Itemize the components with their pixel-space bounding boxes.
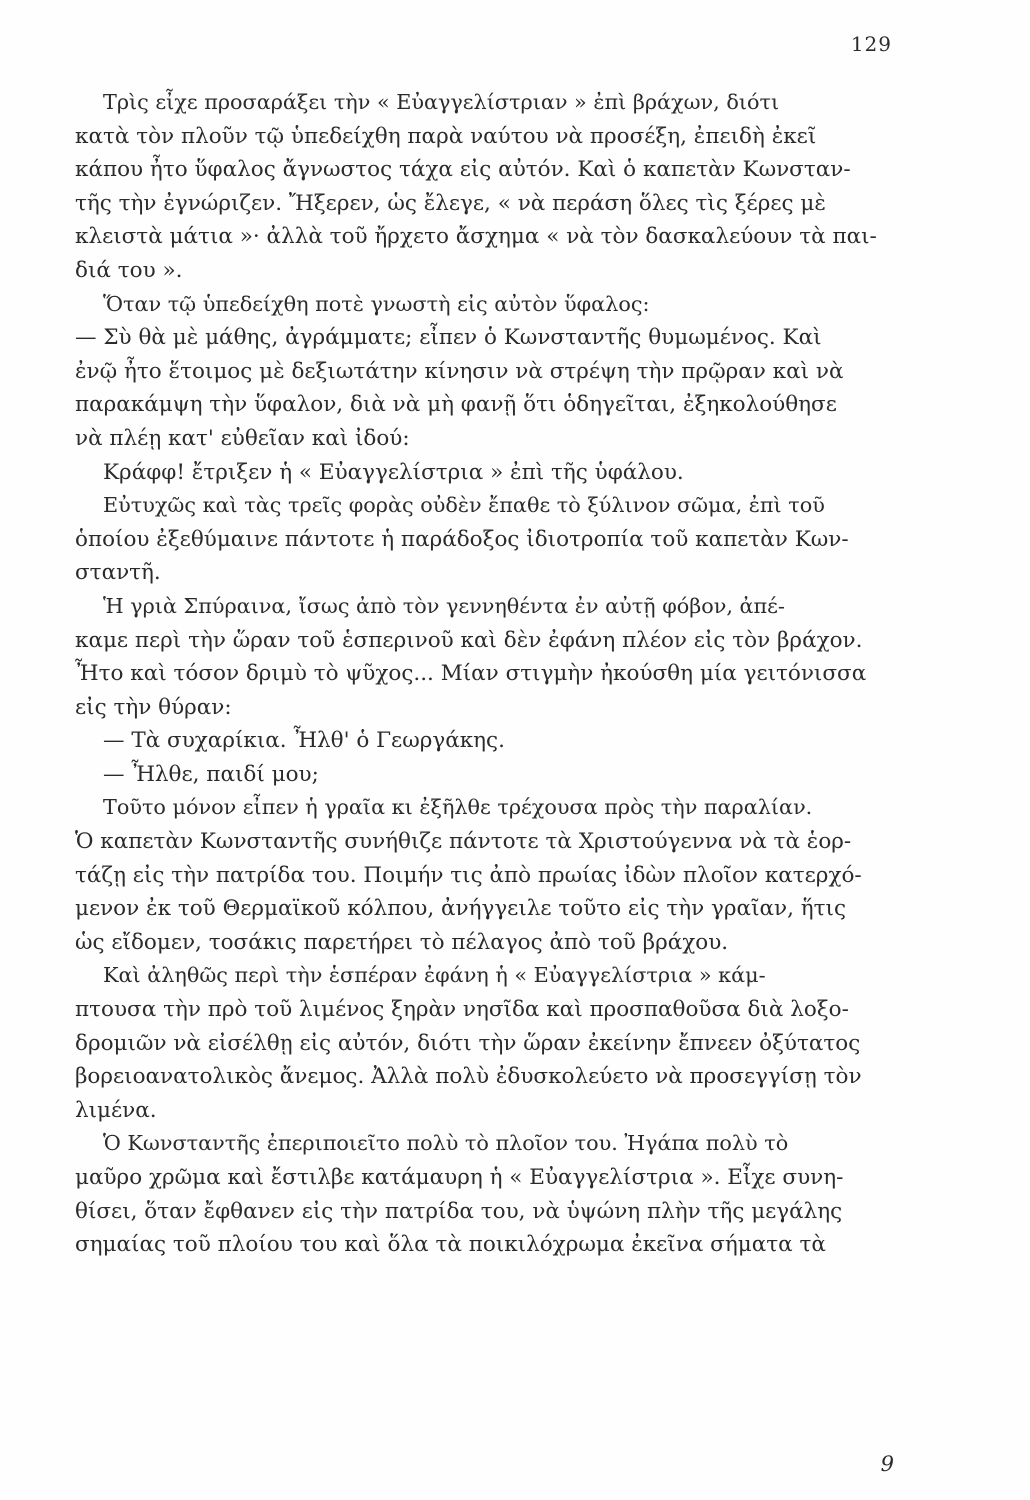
text-line: Κράφφ! ἔτριξεν ἡ « Εὐαγγελίστρια » ἐπὶ τῆς ὑφάλου. bbox=[103, 459, 684, 485]
text-line: Τρὶς εἶχε προσαράξει τὴν « Εὐαγγελίστριαν » ἐπὶ βράχων, διότι bbox=[103, 90, 780, 114]
text-line: ἐνῷ ἦτο ἕτοιμος μὲ δεξιωτάτην κίνησιν νὰ στρέψη τὴν πρῷραν καὶ νὰ bbox=[75, 358, 844, 384]
text-line: σταντῆ. bbox=[75, 560, 161, 586]
text-line: τῆς τὴν ἐγνώριζεν. Ἤξερεν, ὡς ἔλεγε, « νὰ περάση ὅλες τὶς ξέρες μὲ bbox=[75, 190, 826, 216]
signature-mark: 9 bbox=[880, 1452, 894, 1476]
text-line: — Ἦλθε, παιδί μου; bbox=[103, 761, 319, 787]
text-line: παρακάμψη τὴν ὕφαλον, διὰ νὰ μὴ φανῇ ὅτι ὁδηγεῖται, ἐξηκολούθησε bbox=[75, 392, 837, 418]
text-line: Ἦτο καὶ τόσον δριμὺ τὸ ψῦχος... Μίαν στιγμὴν ἠκούσθη μία γειτόνισσα bbox=[75, 661, 867, 687]
text-line: τάζῃ εἰς τὴν πατρίδα του. Ποιμήν τις ἀπὸ πρωίας ἰδὼν πλοῖον κατερχό- bbox=[75, 862, 862, 888]
text-line: ὡς εἴδομεν, τοσάκις παρετήρει τὸ πέλαγος ἀπὸ τοῦ βράχου. bbox=[75, 929, 729, 955]
text-line: βορειοανατολικὸς ἄνεμος. Ἀλλὰ πολὺ ἐδυσκολεύετο νὰ προσεγγίσῃ τὸν bbox=[75, 1064, 862, 1090]
text-line: κατὰ τὸν πλοῦν τῷ ὑπεδείχθη παρὰ ναύτου νὰ προσέξη, ἐπειδὴ ἐκεῖ bbox=[75, 123, 817, 149]
text-line: Ὅταν τῷ ὑπεδείχθη ποτὲ γνωστὴ εἰς αὐτὸν ὕφαλος: bbox=[103, 291, 650, 316]
page-number: 129 bbox=[850, 32, 892, 56]
text-line: μαῦρο χρῶμα καὶ ἔστιλβε κατάμαυρη ἡ « Εὐαγγελίστρια ». Εἶχε συνη- bbox=[75, 1165, 844, 1190]
text-line: διά του ». bbox=[75, 257, 183, 283]
text-line: Τοῦτο μόνον εἶπεν ἡ γραῖα κι ἐξῆλθε τρέχουσα πρὸς τὴν παραλίαν. bbox=[103, 795, 813, 820]
text-line: εἰς τὴν θύραν: bbox=[75, 694, 232, 720]
text-line: Εὐτυχῶς καὶ τὰς τρεῖς φορὰς οὐδὲν ἔπαθε τὸ ξύλινον σῶμα, ἐπὶ τοῦ bbox=[103, 493, 825, 518]
text-line: ὁποίου ἐξεθύμαινε πάντοτε ἡ παράδοξος ἰδιοτροπία τοῦ καπετὰν Κων- bbox=[75, 526, 849, 552]
text-line: μενον ἐκ τοῦ Θερμαϊκοῦ κόλπου, ἀνήγγειλε τοῦτο εἰς τὴν γραῖαν, ἥτις bbox=[75, 896, 846, 922]
text-line: Ὁ Κωνσταντῆς ἐπεριποιεῖτο πολὺ τὸ πλοῖον του. Ἠγάπα πολὺ τὸ bbox=[103, 1131, 789, 1156]
body-text bbox=[75, 86, 895, 1262]
text-line: λιμένα. bbox=[75, 1097, 157, 1123]
text-line: — Τὰ συχαρίκια. Ἦλθ' ὁ Γεωργάκης. bbox=[103, 728, 505, 754]
text-line: πτουσα τὴν πρὸ τοῦ λιμένος ξηρὰν νησῖδα καὶ προσπαθοῦσα διὰ λοξο- bbox=[75, 997, 849, 1023]
text-line: δρομιῶν νὰ εἰσέλθῃ εἰς αὐτόν, διότι τὴν ὥραν ἐκείνην ἔπνεεν ὀξύτατος bbox=[75, 1030, 861, 1056]
text-line: — Σὺ θὰ μὲ μάθης, ἀγράμματε; εἶπεν ὁ Κωνσταντῆς θυμωμένος. Καὶ bbox=[75, 325, 822, 351]
text-line: καμε περὶ τὴν ὥραν τοῦ ἑσπερινοῦ καὶ δὲν ἐφάνη πλέον εἰς τὸν βράχον. bbox=[75, 627, 863, 653]
text-line: σημαίας τοῦ πλοίου του καὶ ὅλα τὰ ποικιλόχρωμα ἐκεῖνα σήματα τὰ bbox=[75, 1232, 826, 1258]
text-line: Ἡ γριὰ Σπύραινα, ἴσως ἀπὸ τὸν γεννηθέντα ἐν αὐτῇ φόβον, ἀπέ- bbox=[103, 593, 785, 618]
text-line: κλειστὰ μάτια »· ἀλλὰ τοῦ ἤρχετο ἄσχημα « νὰ τὸν δασκαλεύουν τὰ παι- bbox=[75, 224, 877, 250]
text-line: Ὁ καπετὰν Κωνσταντῆς συνήθιζε πάντοτε τὰ Χριστούγεννα νὰ τὰ ἑορ- bbox=[75, 829, 852, 855]
text-line: κάπου ἦτο ὕφαλος ἄγνωστος τάχα εἰς αὐτόν. Καὶ ὁ καπετὰν Κωνσταν- bbox=[75, 157, 851, 183]
text-line: Καὶ ἀληθῶς περὶ τὴν ἑσπέραν ἐφάνη ἡ « Εὐαγγελίστρια » κάμ- bbox=[103, 963, 766, 988]
text-line: θίσει, ὅταν ἔφθανεν εἰς τὴν πατρίδα του, νὰ ὑψώνη πλὴν τῆς μεγάλης bbox=[75, 1198, 843, 1224]
text-line: νὰ πλέῃ κατ' εὐθεῖαν καὶ ἰδού: bbox=[75, 425, 410, 451]
